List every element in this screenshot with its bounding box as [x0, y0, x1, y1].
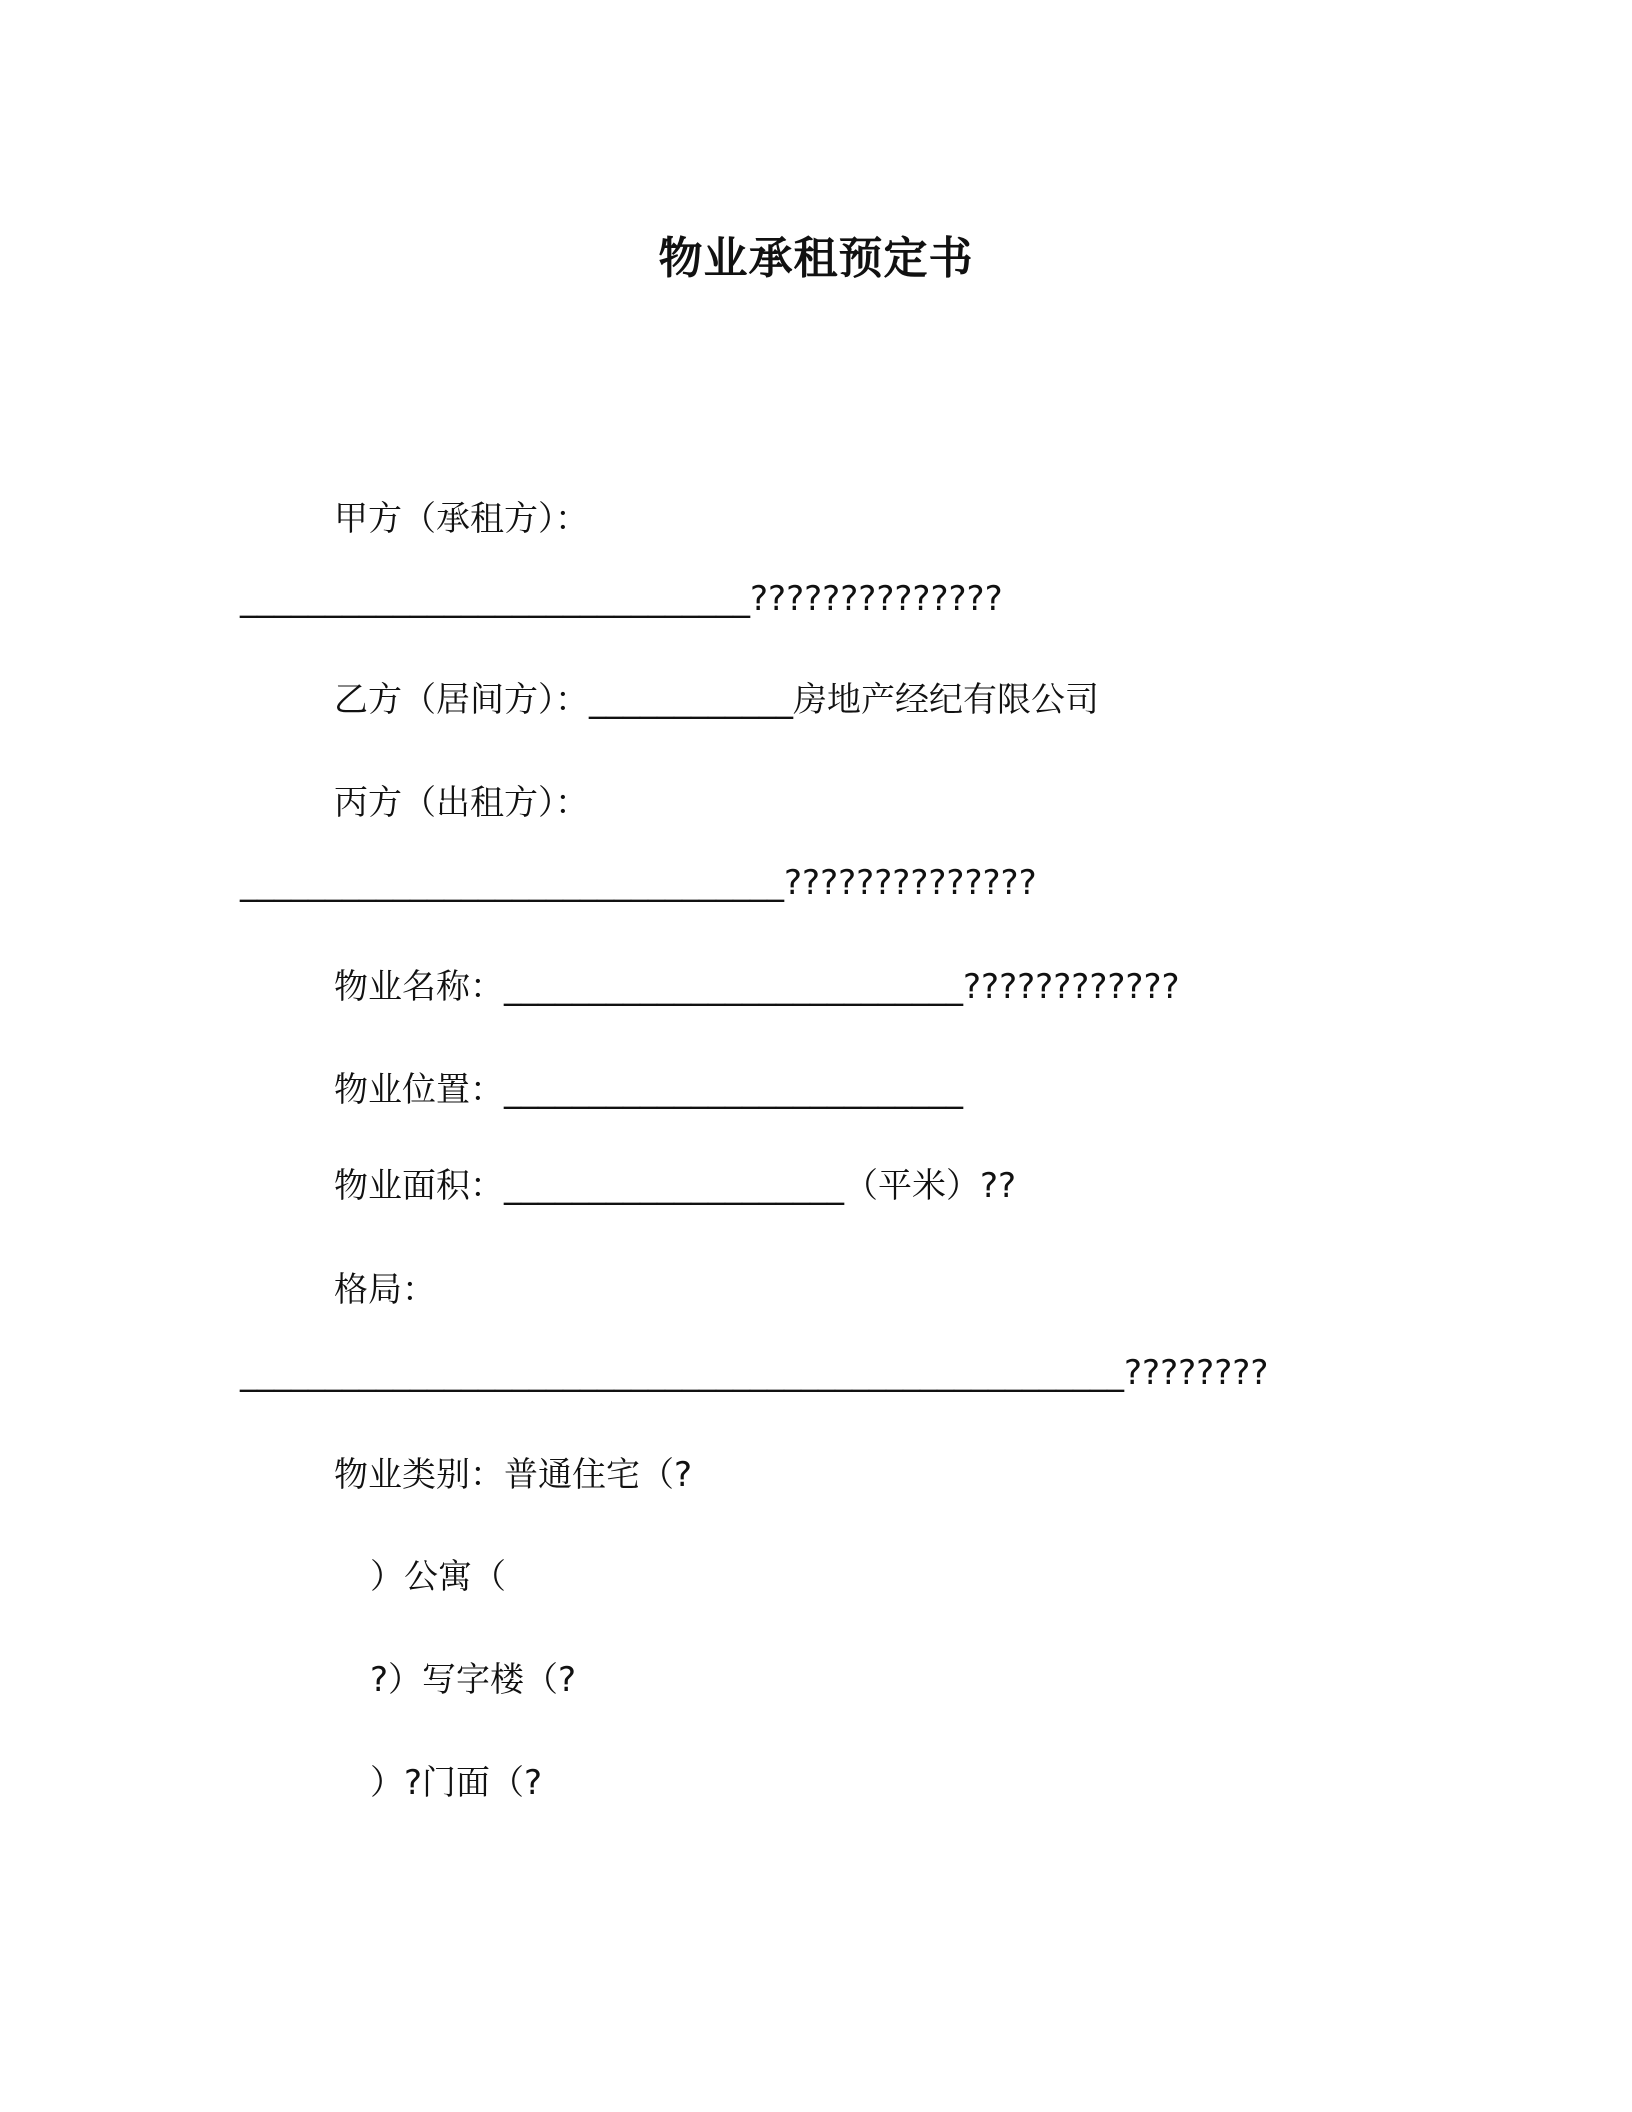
layout-blank: ____________________________________________________???????? [240, 1353, 1269, 1393]
category-apartment-line: ）公寓（ [370, 1557, 506, 1597]
category-office-line: ?）写字楼（? [370, 1660, 577, 1700]
party-a-blank: ______________________________?????????????? [240, 579, 1003, 619]
layout-label: 格局： [334, 1270, 436, 1310]
document-title: 物业承租预定书 [658, 233, 974, 284]
property-category-line: 物业类别：普通住宅（? [334, 1455, 693, 1495]
category-storefront-line: ）?门面（? [370, 1763, 543, 1803]
party-c-label: 丙方（出租方）： [334, 783, 589, 823]
property-name-line: 物业名称：___________________________???????????? [334, 967, 1180, 1007]
property-location-line: 物业位置：___________________________ [334, 1070, 963, 1110]
party-b-line: 乙方（居间方）：____________房地产经纪有限公司 [334, 680, 1099, 720]
property-area-line: 物业面积：____________________（平米）?? [334, 1166, 1017, 1206]
party-c-blank: ________________________________?????????????? [240, 863, 1037, 903]
party-a-label: 甲方（承租方）： [334, 499, 589, 539]
